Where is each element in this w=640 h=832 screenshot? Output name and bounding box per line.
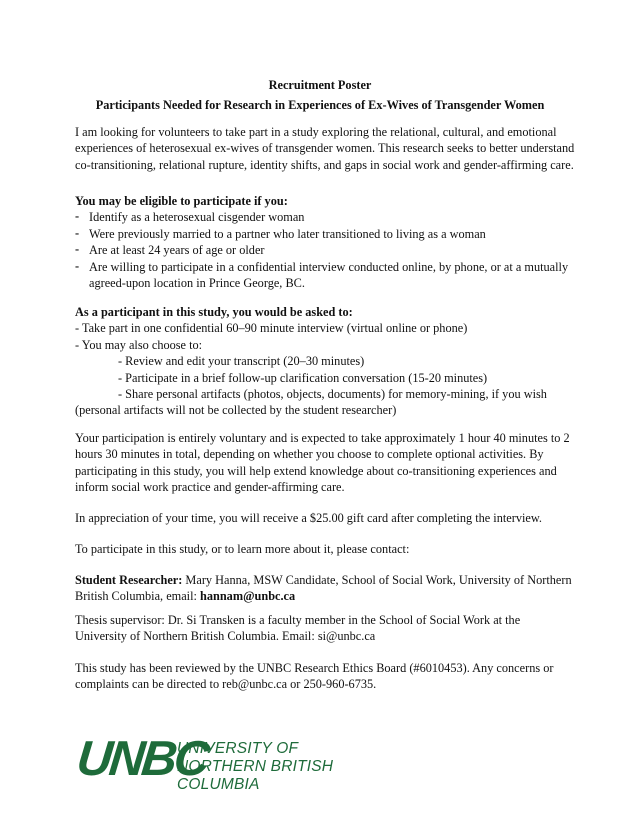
voluntary-paragraph: Your participation is entirely voluntary and is expected to take approximately 1 hour 40 minutes to 2 hours 30 minutes in total, depending on whether you choose to complete optional activities. By participating in this study, you will help extend knowledge about co-transitioning experiences and inform social work practice and gender-affirming care.: [75, 431, 570, 495]
logo-line-2: NORTHERN BRITISH COLUMBIA: [177, 758, 334, 793]
researcher-email-link[interactable]: hannam@unbc.ca: [200, 589, 296, 604]
unbc-logo-wordmark: [177, 740, 397, 794]
researcher-details: Mary Hanna, MSW Candidate, School of Social Work, University of Northern British Columbia, email:: [75, 573, 572, 604]
list-item: - Were previously married to a partner who later transitioned to living as a woman: [75, 226, 575, 242]
optional-activity: - Share personal artifacts (photos, objects, documents) for memory-mining, if you wish: [118, 387, 547, 402]
eligibility-heading: You may be eligible to participate if you:: [75, 194, 288, 208]
eligibility-list: [75, 209, 575, 291]
list-item: - Are at least 24 years of age or older: [75, 242, 575, 258]
optional-activity: - Review and edit your transcript (20–30 minutes): [118, 354, 365, 369]
participation-heading: As a participant in this study, you would be asked to:: [75, 305, 353, 319]
contact-prompt: To participate in this study, or to learn more about it, please contact:: [75, 542, 410, 556]
supervisor-contact: Thesis supervisor: Dr. Si Transken is a faculty member in the School of Social Work at the University of Northern British Columbia. Email: si@unbc.ca: [75, 613, 521, 644]
ethics-paragraph: This study has been reviewed by the UNBC Research Ethics Board (#6010453). Any concerns or complaints can be directed to reb@unbc.ca or 250-960-6735.: [75, 661, 554, 692]
optional-activity: - Participate in a brief follow-up clarification conversation (15-20 minutes): [118, 370, 488, 385]
participation-line: - You may also choose to:: [75, 337, 203, 352]
intro-paragraph: I am looking for volunteers to take part in a study exploring the relational, cultural, and emotional experiences of heterosexual ex-wives of transgender women. This research seeks to better understand co-transitioning, relational rupture, identity shifts, and gaps in social work and gender-affirming care.: [75, 125, 575, 172]
list-item: - Are willing to participate in a confidential interview conducted online, by phone, or at a mutually agreed-upon location in Prince George, BC.: [75, 259, 575, 292]
eligibility-section: [75, 193, 575, 291]
participation-section: [75, 304, 575, 419]
appreciation-paragraph: In appreciation of your time, you will receive a $25.00 gift card after completing the interview.: [75, 511, 542, 525]
poster-heading: Recruitment Poster: [268, 78, 372, 92]
participation-line: - Take part in one confidential 60–90 minute interview (virtual online or phone): [75, 321, 468, 336]
unbc-logo: [74, 732, 397, 793]
unbc-logo-mark: UNBC: [74, 732, 210, 786]
logo-line-1: UNIVERSITY OF: [177, 740, 299, 757]
poster-subheading: Participants Needed for Research in Experiences of Ex-Wives of Transgender Women: [95, 98, 545, 112]
list-item: - Identify as a heterosexual cisgender woman: [75, 209, 575, 225]
researcher-contact: [75, 572, 575, 605]
researcher-label: Student Researcher:: [75, 573, 183, 587]
artifact-note: (personal artifacts will not be collected by the student researcher): [75, 403, 397, 418]
